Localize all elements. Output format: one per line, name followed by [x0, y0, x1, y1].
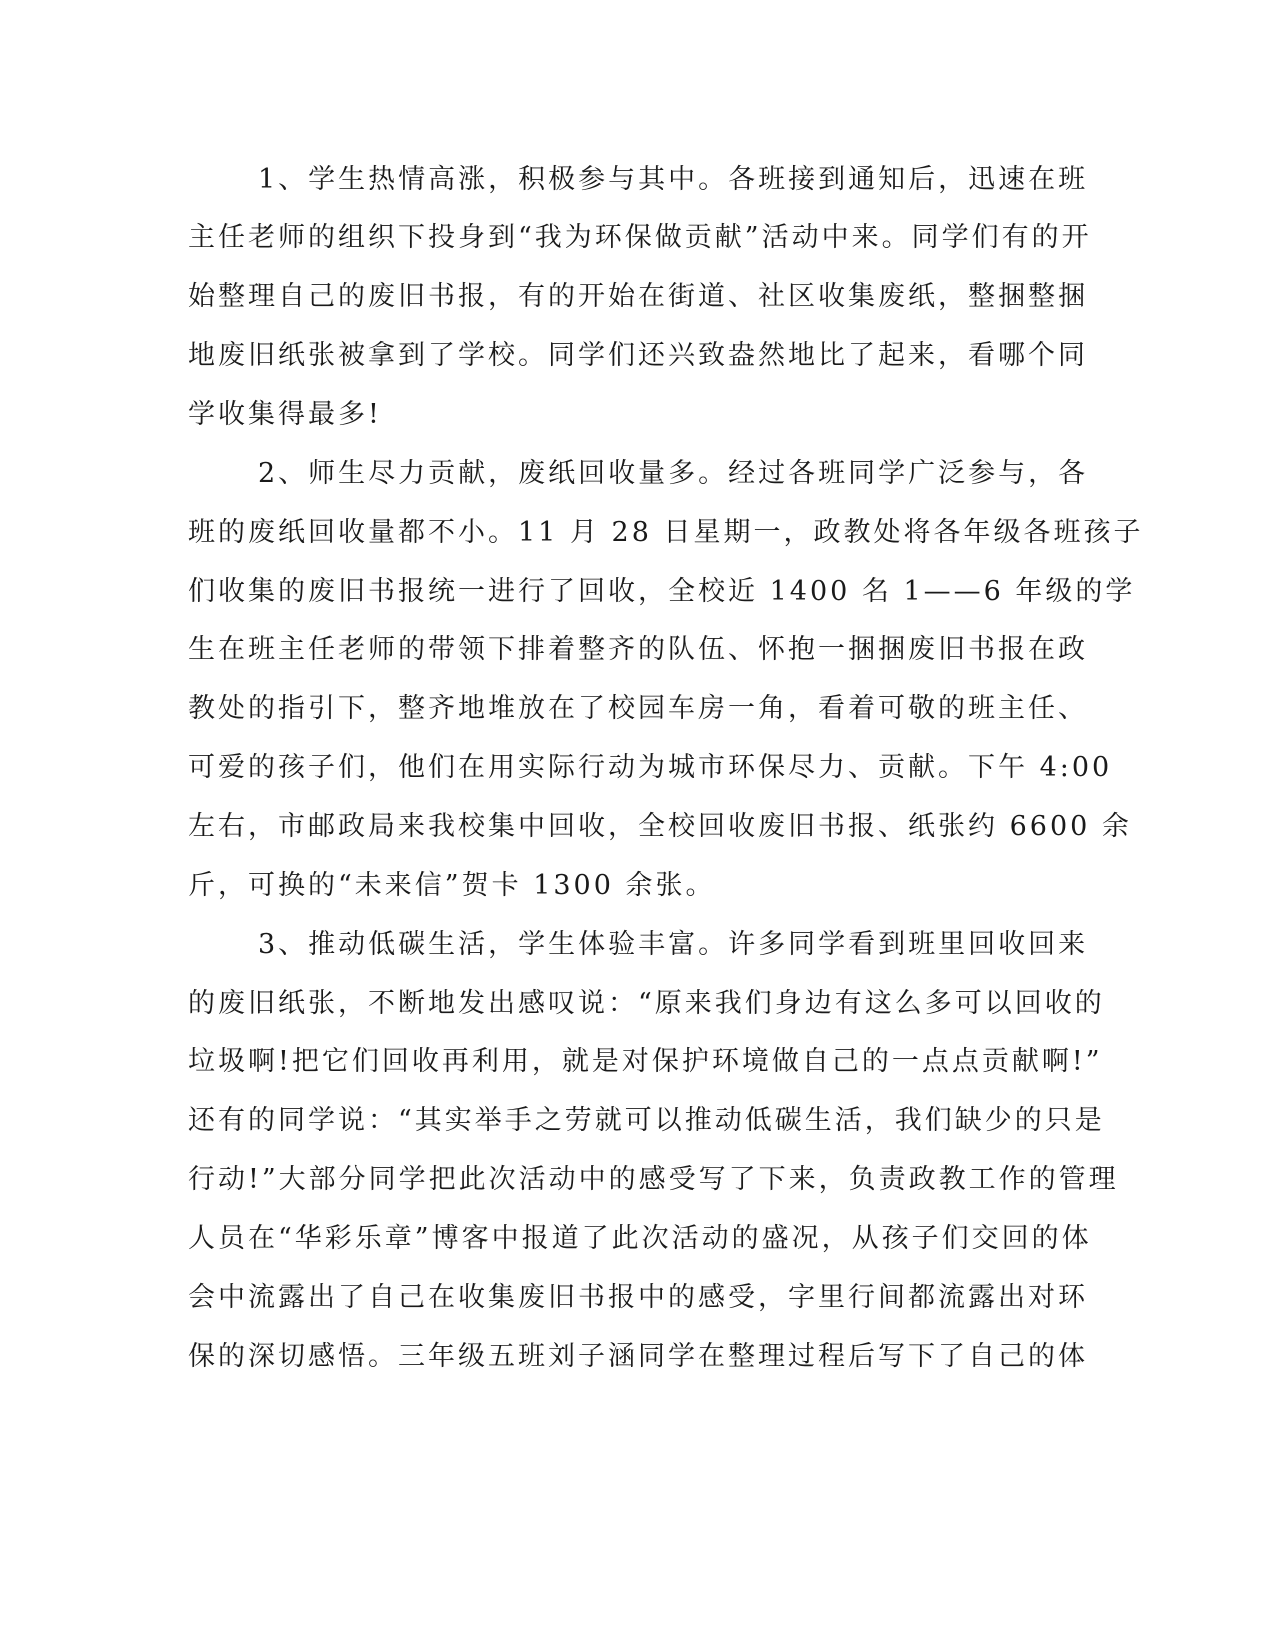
paragraph-1-line-5: 学收集得最多!	[188, 399, 382, 430]
paragraph-2-line-1: 2、师生尽力贡献，废纸回收量多。经过各班同学广泛参与，各	[258, 458, 1089, 489]
paragraph-1-line-1: 1、学生热情高涨，积极参与其中。各班接到通知后，迅速在班	[258, 164, 1089, 195]
paragraph-3-line-8: 保的深切感悟。三年级五班刘子涵同学在整理过程后写下了自己的体	[188, 1341, 1088, 1372]
paragraph-2-line-5: 教处的指引下，整齐地堆放在了校园车房一角，看着可敬的班主任、	[188, 693, 1088, 724]
paragraph-3-line-2: 的废旧纸张，不断地发出感叹说：“原来我们身边有这么多可以回收的	[188, 988, 1105, 1019]
paragraph-3-line-6: 人员在“华彩乐章”博客中报道了此次活动的盛况，从孩子们交回的体	[188, 1223, 1092, 1254]
paragraph-2-line-4: 生在班主任老师的带领下排着整齐的队伍、怀抱一捆捆废旧书报在政	[188, 634, 1088, 665]
paragraph-1-line-4: 地废旧纸张被拿到了学校。同学们还兴致盎然地比了起来，看哪个同	[188, 340, 1088, 371]
paragraph-1-line-3: 始整理自己的废旧书报，有的开始在街道、社区收集废纸，整捆整捆	[188, 281, 1088, 312]
paragraph-2-line-8: 斤，可换的“未来信”贺卡 1300 余张。	[188, 870, 716, 901]
paragraph-2-line-6: 可爱的孩子们，他们在用实际行动为城市环保尽力、贡献。下午 4:00	[188, 752, 1113, 783]
paragraph-3-line-3: 垃圾啊!把它们回收再利用，就是对保护环境做自己的一点点贡献啊!”	[188, 1046, 1103, 1077]
paragraph-3-line-5: 行动!”大部分同学把此次活动中的感受写了下来，负责政教工作的管理	[188, 1164, 1119, 1195]
paragraph-3-line-7: 会中流露出了自己在收集废旧书报中的感受，字里行间都流露出对环	[188, 1282, 1088, 1313]
paragraph-2-line-7: 左右，市邮政局来我校集中回收，全校回收废旧书报、纸张约 6600 余	[188, 811, 1132, 842]
paragraph-2-line-2: 班的废纸回收量都不小。11 月 28 日星期一，政教处将各年级各班孩子	[188, 517, 1144, 548]
paragraph-3-line-1: 3、推动低碳生活，学生体验丰富。许多同学看到班里回收回来	[258, 929, 1089, 960]
paragraph-1-line-2: 主任老师的组织下投身到“我为环保做贡献”活动中来。同学们有的开	[188, 222, 1092, 253]
paragraph-2-line-3: 们收集的废旧书报统一进行了回收，全校近 1400 名 1——6 年级的学	[188, 576, 1136, 607]
paragraph-3-line-4: 还有的同学说：“其实举手之劳就可以推动低碳生活，我们缺少的只是	[188, 1105, 1105, 1136]
